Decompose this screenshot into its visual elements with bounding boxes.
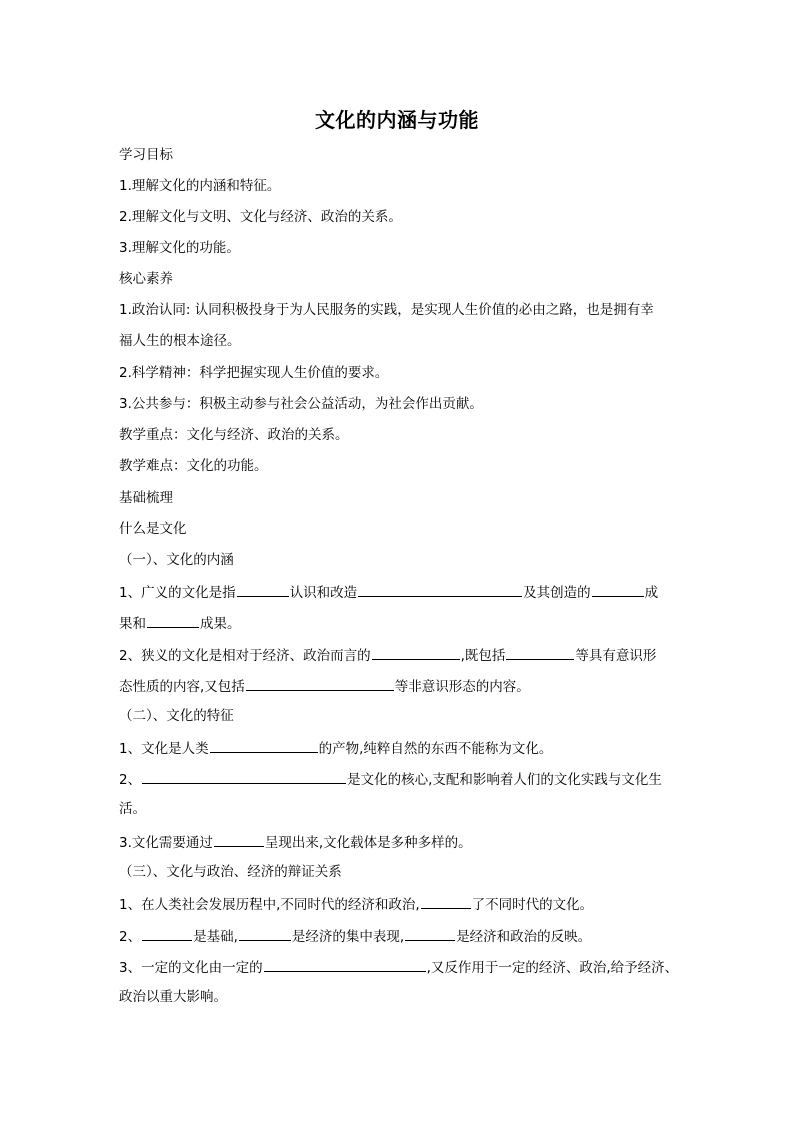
relation-3-line-1 — [119, 957, 679, 977]
literacy-item-3: 3.公共参与：积极主动参与社会公益活动，为社会作出贡献。 — [119, 396, 483, 412]
key-point: 教学重点：文化与经济、政治的关系。 — [119, 427, 349, 443]
text: 的产物,纯粹自然的东西不能称为文化。 — [318, 741, 553, 757]
basics-heading: 基础梳理 — [119, 490, 173, 506]
literacy-item-2: 2.科学精神：科学把握实现人生价值的要求。 — [119, 365, 389, 381]
text: 态性质的内容,又包括 — [119, 679, 245, 695]
text: ,既包括 — [460, 648, 506, 664]
relation-1 — [119, 894, 679, 914]
fill-blank[interactable] — [421, 894, 471, 909]
feature-3 — [119, 832, 679, 852]
part3-heading: （三）、文化与政治、经济的辩证关系 — [119, 864, 342, 880]
text: 呈现出来,文化载体是多种多样的。 — [264, 835, 472, 851]
fill-blank[interactable] — [246, 676, 394, 691]
page-title: 文化的内涵与功能 — [315, 108, 479, 132]
question-2-line-2 — [119, 676, 679, 696]
text: 成 — [644, 585, 659, 601]
fill-blank[interactable] — [142, 926, 192, 941]
fill-blank[interactable] — [142, 769, 346, 784]
fill-blank[interactable] — [372, 645, 460, 660]
fill-blank[interactable] — [592, 582, 644, 597]
fill-blank[interactable] — [239, 926, 291, 941]
text: 了不同时代的文化。 — [471, 897, 594, 913]
text: 是经济和政治的反映。 — [456, 929, 592, 945]
text: 1、文化是人类 — [119, 741, 209, 757]
fill-blank[interactable] — [405, 926, 455, 941]
goals-heading: 学习目标 — [119, 147, 173, 163]
question-1-line-1 — [119, 582, 679, 602]
text: 2、 — [119, 929, 142, 945]
text: 3、一定的文化由一定的 — [119, 960, 263, 976]
text: 2、 — [119, 772, 142, 788]
fill-blank[interactable] — [210, 738, 318, 753]
text: 是基础, — [193, 929, 238, 945]
goal-item-1: 1.理解文化的内涵和特征。 — [119, 178, 281, 194]
text: ,又反作用于一定的经济、政治,给予经济、 — [426, 960, 679, 976]
text: 2、狭义的文化是相对于经济、政治而言的 — [119, 648, 371, 664]
text: 及其创造的 — [523, 585, 591, 601]
feature-2-line-1 — [119, 769, 679, 789]
feature-1 — [119, 738, 679, 758]
fill-blank[interactable] — [237, 582, 289, 597]
feature-2-line-2: 活。 — [119, 801, 146, 817]
fill-blank[interactable] — [264, 957, 426, 972]
goal-item-2: 2.理解文化与文明、文化与经济、政治的关系。 — [119, 209, 402, 225]
fill-blank[interactable] — [506, 645, 574, 660]
text: 1、广义的文化是指 — [119, 585, 236, 601]
fill-blank[interactable] — [147, 613, 199, 628]
literacy-item-1b: 福人生的根本途径。 — [119, 333, 241, 349]
literacy-item-1a: 1.政治认同: 认同积极投身于为人民服务的实践，是实现人生价值的必由之路，也是拥有幸 — [119, 302, 654, 318]
question-2-line-1 — [119, 645, 679, 665]
text: 成果。 — [200, 616, 241, 632]
fill-blank[interactable] — [214, 832, 264, 847]
goal-item-3: 3.理解文化的功能。 — [119, 240, 240, 256]
text: 是文化的核心,支配和影响着人们的文化实践与文化生 — [347, 772, 662, 788]
text: 认识和改造 — [289, 585, 358, 601]
what-is-culture-heading: 什么是文化 — [119, 521, 187, 537]
text: 等具有意识形 — [575, 648, 657, 664]
difficulty-point: 教学难点：文化的功能。 — [119, 458, 268, 474]
part1-heading: （一）、文化的内涵 — [119, 552, 234, 568]
text: 是经济的集中表现, — [291, 929, 405, 945]
part2-heading: （二）、文化的特征 — [119, 708, 234, 724]
literacy-heading: 核心素养 — [119, 271, 173, 287]
question-1-line-2 — [119, 613, 679, 633]
text: 1、在人类社会发展历程中,不同时代的经济和政治, — [119, 897, 420, 913]
text: 果和 — [119, 616, 146, 632]
relation-3-line-2: 政治以重大影响。 — [119, 989, 227, 1005]
text: 3.文化需要通过 — [119, 835, 213, 851]
fill-blank[interactable] — [358, 582, 522, 597]
text: 等非意识形态的内容。 — [394, 679, 530, 695]
relation-2 — [119, 926, 679, 946]
